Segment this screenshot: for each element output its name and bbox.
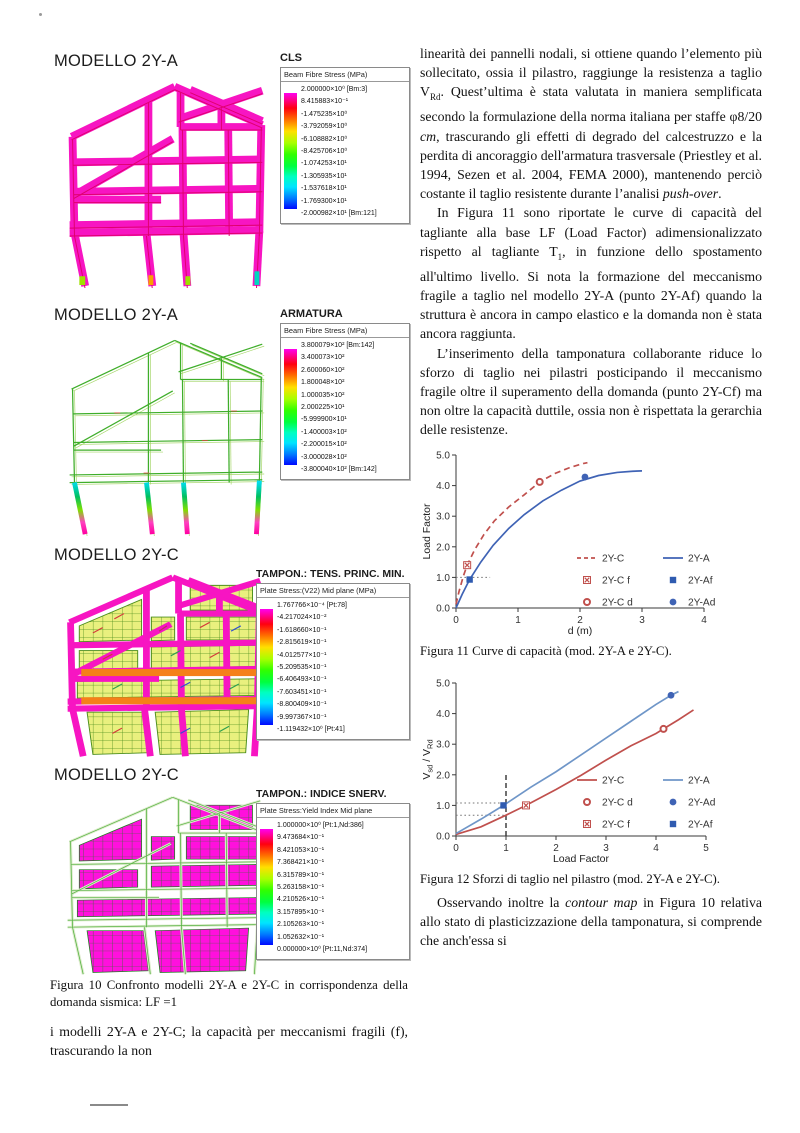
legend-value: 1.800048×10² xyxy=(301,379,345,387)
legend-value: 8.415883×10⁻¹ xyxy=(301,98,349,106)
svg-text:0.0: 0.0 xyxy=(436,603,450,615)
legend-value: -8.800409×10⁻¹ xyxy=(277,701,327,709)
legend-value: -2.000982×10¹ [Bm:121] xyxy=(301,209,377,217)
legend-value: 0.000000×10⁰ [Pt:11,Nd:374] xyxy=(277,945,368,953)
orange-stress-band xyxy=(81,697,256,704)
svg-text:3.0: 3.0 xyxy=(436,511,450,523)
legend-value: -2.200015×10² xyxy=(301,441,347,449)
legend-value: -1.537618×10¹ xyxy=(301,185,347,193)
legend-value: 3.800079×10² [Bm:142] xyxy=(301,342,375,349)
legend-value: -1.305935×10¹ xyxy=(301,172,347,180)
legend-value: 9.473684×10⁻¹ xyxy=(277,834,325,842)
color-scale-legend-indice xyxy=(256,788,410,960)
legend-value: 3.400073×10² xyxy=(301,354,345,362)
svg-text:Vsd / VRd: $V_{sd} / V_{Rd}$ xyxy=(421,738,435,780)
legend-value: -8.425706×10⁰ xyxy=(301,147,348,155)
svg-text:2Y-Af: 2Y-Af xyxy=(688,819,713,831)
svg-text:3: 3 xyxy=(603,842,609,854)
svg-text:1.0: 1.0 xyxy=(436,800,450,812)
svg-text:2Y-Ad: 2Y-Ad xyxy=(688,797,716,809)
svg-text:d (m): d (m) xyxy=(567,624,593,637)
legend-values xyxy=(301,84,377,220)
structure-drawing-indice xyxy=(54,786,270,976)
legend-value: -1.074253×10¹ xyxy=(301,160,347,168)
color-scale-legend-armatura xyxy=(280,308,410,480)
model-title: MODELLO 2Y-C xyxy=(54,546,179,564)
shear-forces-chart xyxy=(420,673,760,865)
caption-figura-10: Figura 10 Confronto modelli 2Y-A e 2Y-C in corrispondenza della domanda sismica: LF =1 xyxy=(50,978,408,1009)
legend-value: -9.997367×10⁻¹ xyxy=(277,713,327,721)
right-column xyxy=(420,44,762,950)
figure-model-2yc-tensioni xyxy=(48,540,413,760)
legend-value: -4.012577×10⁻¹ xyxy=(277,651,327,659)
svg-text:1.0: 1.0 xyxy=(436,572,450,584)
figure-model-2ya-armatura xyxy=(48,298,413,538)
svg-text:2Y-C: 2Y-C xyxy=(602,775,625,787)
legend-value: 8.421053×10⁻¹ xyxy=(277,846,325,854)
legend-value: 1.767766×10⁻⁴ [Pt:78] xyxy=(277,602,347,609)
structure-drawing-armatura xyxy=(56,328,272,536)
legend-value: -2.815619×10⁻¹ xyxy=(277,639,327,647)
figura10-figure-group xyxy=(48,42,413,977)
svg-text:5: 5 xyxy=(703,842,709,854)
legend-value: 1.000000×10⁰ [Pt:1,Nd:386] xyxy=(277,822,364,829)
figure-model-2yc-indice-snervamento xyxy=(48,762,413,977)
color-scale-bar xyxy=(284,349,297,465)
legend-title: TAMPON.: INDICE SNERV. xyxy=(256,788,387,800)
capacity-curves-chart xyxy=(420,445,760,637)
structure-drawing-cls xyxy=(56,74,272,288)
caption-figura-12: Figura 12 Sforzi di taglio nel pilastro (mod. 2Y-A e 2Y-C). xyxy=(420,871,720,886)
svg-text:0: 0 xyxy=(453,614,459,626)
legend-values xyxy=(301,340,377,476)
svg-text:5.0: 5.0 xyxy=(436,678,450,690)
legend-title: ARMATURA xyxy=(280,308,343,320)
svg-text:2.0: 2.0 xyxy=(436,769,450,781)
svg-text:5.0: 5.0 xyxy=(436,450,450,462)
model-title: MODELLO 2Y-C xyxy=(54,766,179,784)
svg-text:1: 1 xyxy=(515,614,521,626)
scan-artifact-dot xyxy=(39,13,42,16)
legend-values xyxy=(277,600,347,736)
legend-value: -1.119432×10⁰ [Pt:41] xyxy=(277,725,345,733)
svg-text:2Y-C d: 2Y-C d xyxy=(602,597,633,609)
paragraph-1: linearità dei pannelli nodali, si ottiene quando l’elemento più sollecitato, ossia il pilastro, raggiunge la resistenza a taglio $V_{Rd}$. Quest’ultima è stata valutata in maniera semplificata secondo la formulazione della norma italiana per staffe φ8/20 cm, trascurando gli effetti di degrado del calcestruzzo e la perdita di ancoraggio dell'armatura trasversale (Priestley et al. 1994, Sezen et al. 2004, FEMA 2000), mantenendo perciò costante il taglio resistente durante l’analisi push-over. xyxy=(420,46,762,202)
color-scale-bar xyxy=(284,93,297,209)
legend-value: 4.210526×10⁻¹ xyxy=(277,896,325,904)
svg-text:2Y-A: 2Y-A xyxy=(688,775,710,787)
legend-box xyxy=(256,803,410,960)
svg-text:0: 0 xyxy=(453,842,459,854)
svg-text:4: 4 xyxy=(653,842,659,854)
svg-text:2: 2 xyxy=(577,614,583,626)
legend-value: -1.618660×10⁻¹ xyxy=(277,626,327,634)
svg-text:1: 1 xyxy=(503,842,509,854)
column-base-accents xyxy=(79,271,259,285)
legend-value: -3.000028×10² xyxy=(301,453,347,461)
legend-value: 1.000035×10² xyxy=(301,391,345,399)
legend-value: -4.217024×10⁻² xyxy=(277,614,327,622)
svg-text:2: 2 xyxy=(553,842,559,854)
legend-value: 7.368421×10⁻¹ xyxy=(277,859,325,867)
paragraph-4: Osservando inoltre la contour map in Figura 10 relativa allo stato di plasticizzazione della tamponatura, si comprende che anch'essa si xyxy=(420,894,762,948)
legend-header: Beam Fibre Stress (MPa) xyxy=(281,68,409,82)
svg-text:2Y-Af: 2Y-Af xyxy=(688,575,713,587)
figura-12-chart-figure xyxy=(420,673,762,887)
svg-text:3: 3 xyxy=(639,614,645,626)
left-column-paragraph: i modelli 2Y-A e 2Y-C; la capacità per meccanismi fragili (f), trascurando la non xyxy=(50,1024,408,1059)
svg-text:2Y-C f: 2Y-C f xyxy=(602,819,630,831)
legend-value: -7.603451×10⁻¹ xyxy=(277,688,327,696)
legend-value: -5.999900×10¹ xyxy=(301,416,347,424)
rainbow-columns xyxy=(74,481,259,534)
legend-title: CLS xyxy=(280,52,302,64)
legend-value: 5.263158×10⁻¹ xyxy=(277,883,325,891)
svg-text:2Y-C: 2Y-C xyxy=(602,553,625,565)
svg-text:2Y-Ad: 2Y-Ad xyxy=(688,597,716,609)
legend-value: 1.052632×10⁻¹ xyxy=(277,933,325,941)
legend-box xyxy=(256,583,410,740)
legend-value: 3.157895×10⁻¹ xyxy=(277,908,325,916)
legend-value: 2.105263×10⁻¹ xyxy=(277,921,325,929)
svg-text:0.0: 0.0 xyxy=(436,831,450,843)
legend-box xyxy=(280,67,410,224)
figure-model-2ya-cls xyxy=(48,42,413,296)
footer-divider-mark xyxy=(90,1104,128,1106)
legend-header: Beam Fibre Stress (MPa) xyxy=(281,324,409,338)
orange-stress-band xyxy=(81,669,256,676)
svg-text:4.0: 4.0 xyxy=(436,708,450,720)
model-title: MODELLO 2Y-A xyxy=(54,306,179,324)
legend-value: 2.000225×10¹ xyxy=(301,403,345,411)
svg-text:Load Factor: Load Factor xyxy=(552,852,610,865)
svg-text:2Y-C f: 2Y-C f xyxy=(602,575,630,587)
color-scale-bar xyxy=(260,829,273,945)
model-title: MODELLO 2Y-A xyxy=(54,52,179,70)
legend-value: 6.315789×10⁻¹ xyxy=(277,871,325,879)
color-scale-bar xyxy=(260,609,273,725)
paragraph-3: L’inserimento della tamponatura collaborante riduce lo sforzo di taglio nei pilastri posticipando il meccanismo fragile oltre il superamento della domanda (punto 2Y-Cf) ma non oltre la capacità duttile, ossia non è rispettata la gerarchia delle resistenze. xyxy=(420,345,762,438)
legend-value: -1.769300×10¹ xyxy=(301,197,347,205)
legend-value: -6.406493×10⁻¹ xyxy=(277,676,327,684)
svg-text:2Y-C d: 2Y-C d xyxy=(602,797,633,809)
svg-text:4.0: 4.0 xyxy=(436,480,450,492)
legend-value: -5.209535×10⁻¹ xyxy=(277,663,327,671)
legend-value: -3.792059×10⁰ xyxy=(301,123,348,131)
svg-text:3.0: 3.0 xyxy=(436,739,450,751)
legend-box xyxy=(280,323,410,480)
structure-drawing-tensioni xyxy=(54,566,270,758)
legend-value: -3.800040×10² [Bm:142] xyxy=(301,465,377,473)
svg-text:2.0: 2.0 xyxy=(436,541,450,553)
legend-header: Plate Stress:Yield Index Mid plane xyxy=(257,804,409,818)
legend-value: -6.108882×10⁰ xyxy=(301,135,348,143)
legend-value: 2.600060×10² xyxy=(301,366,345,374)
svg-text:Load Factor: Load Factor xyxy=(421,503,433,560)
color-scale-legend-cls xyxy=(280,52,410,224)
color-scale-legend-tensioni xyxy=(256,568,410,740)
figura-11-chart-figure xyxy=(420,445,762,659)
svg-text:2Y-A: 2Y-A xyxy=(688,553,710,565)
legend-values xyxy=(277,820,367,956)
paragraph-2: In Figura 11 sono riportate le curve di capacità del tagliante alla base LF (Load Factor) adimensionalizzato rispetto al tagliante $T_1$, in funzione dello spostamento all'ultimo livello. Si nota la formazione del meccanismo fragile a taglio nel modello 2Y-A (punto 2Y-Af) quando la struttura è ancora in campo elastico e la domanda non è stata ancora raggiunta. xyxy=(420,205,763,342)
legend-title: TAMPON.: TENS. PRINC. MIN. xyxy=(256,568,405,580)
legend-value: -1.475235×10⁰ xyxy=(301,110,348,118)
legend-value: 2.000000×10⁰ [Bm:3] xyxy=(301,86,368,93)
legend-value: -1.400003×10² xyxy=(301,428,347,436)
legend-header: Plate Stress:(V22) Mid plane (MPa) xyxy=(257,584,409,598)
svg-text:4: 4 xyxy=(701,614,707,626)
caption-figura-11: Figura 11 Curve di capacità (mod. 2Y-A e 2Y-C). xyxy=(420,643,672,658)
